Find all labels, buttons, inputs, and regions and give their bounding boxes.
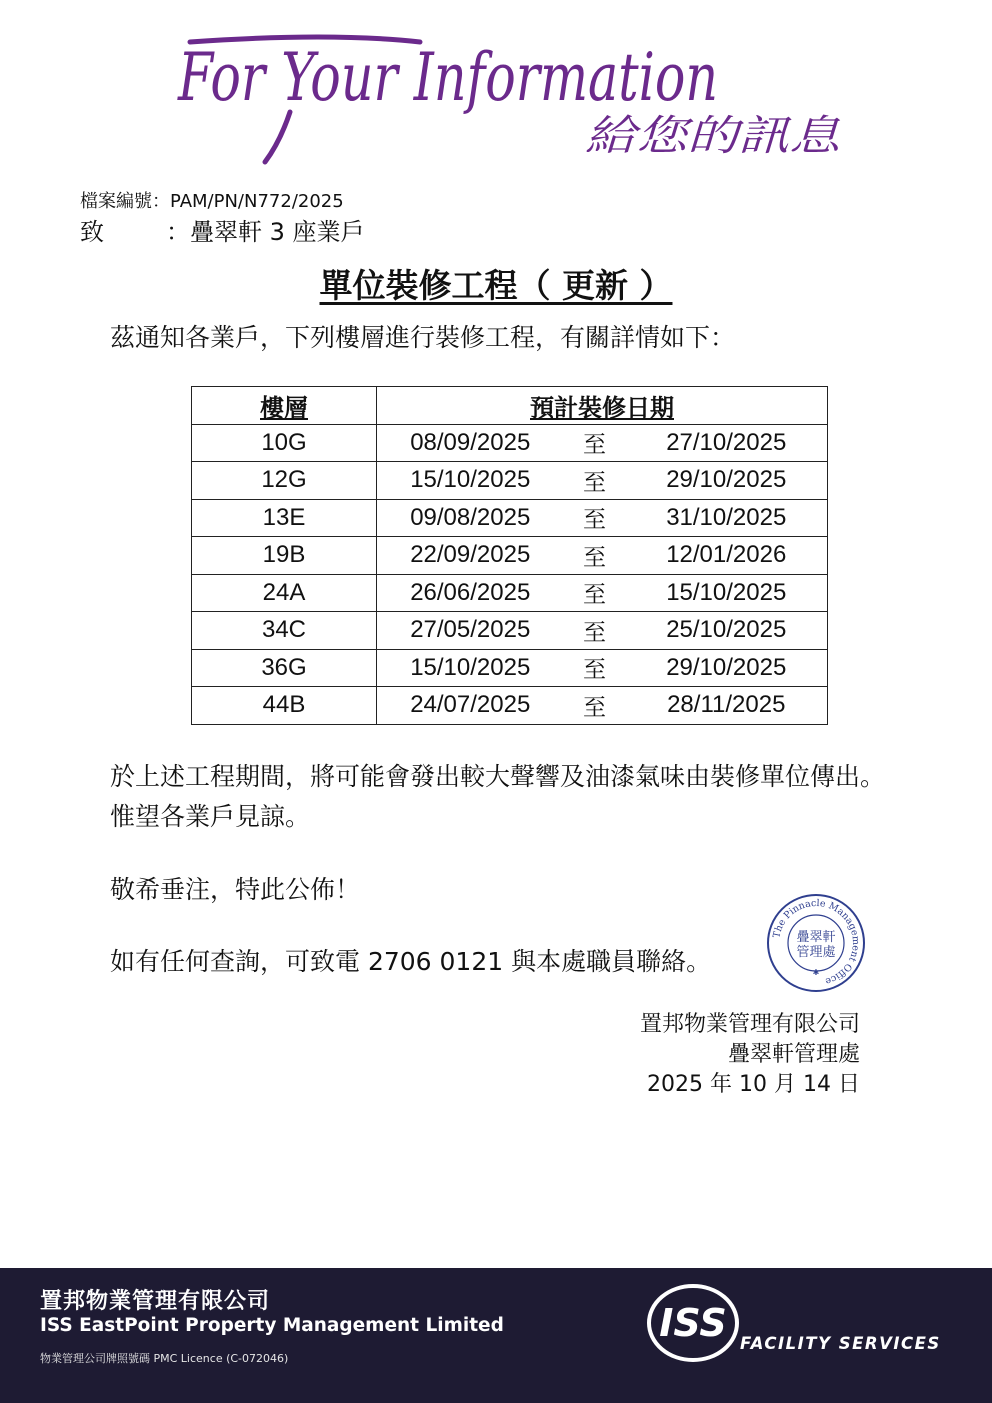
row-start: 24/07/2025 (410, 691, 531, 719)
row-separator: 至 (583, 507, 606, 534)
row-end: 25/10/2025 (666, 616, 787, 644)
row-start: 08/09/2025 (410, 428, 531, 456)
table-row (192, 612, 828, 650)
row-floor: 36G (192, 649, 377, 687)
signature-office: 疊翠軒管理處 (727, 1042, 860, 1067)
to-label: 致 (80, 218, 104, 246)
signature-block (640, 1010, 860, 1100)
row-start: 09/08/2025 (410, 503, 531, 531)
row-start: 15/10/2025 (410, 653, 531, 681)
footer-bar (0, 1268, 992, 1403)
footer-company-zh: 置邦物業管理有限公司 (40, 1289, 271, 1314)
row-separator: 至 (583, 694, 606, 721)
row-start: 26/06/2025 (410, 578, 531, 606)
row-separator: 至 (583, 657, 606, 684)
table-row (192, 424, 828, 462)
seal-line-2: 管理處 (796, 945, 836, 960)
iss-logo-text: ISS (659, 1301, 727, 1345)
row-separator: 至 (583, 544, 606, 571)
row-start: 22/09/2025 (410, 541, 531, 569)
seal-star-icon: ✱ (812, 968, 820, 977)
logo-text-zh: 給您的訊息 (585, 111, 843, 160)
ref-value: PAM/PN/N772/2025 (170, 191, 344, 212)
row-start: 27/05/2025 (410, 616, 531, 644)
management-office-seal (766, 893, 866, 993)
table-row (192, 462, 828, 500)
signature-date: 2025 年 10 月 14 日 (647, 1072, 860, 1097)
iss-logo-icon (645, 1282, 745, 1364)
to-value: ：疊翠軒 3 座業戶 (166, 218, 365, 246)
logo-text-en: For Your Information (177, 39, 718, 116)
table-row (192, 649, 828, 687)
header-floor: 樓層 (192, 387, 377, 425)
table-row (192, 687, 828, 725)
row-end: 31/10/2025 (666, 503, 787, 531)
addressee (80, 216, 365, 248)
row-end: 12/01/2026 (666, 541, 787, 569)
row-floor: 19B (192, 537, 377, 575)
footer-licence: 物業管理公司牌照號碼 PMC Licence (C-072046) (40, 1352, 289, 1365)
row-end: 27/10/2025 (666, 428, 787, 456)
reference-number (80, 190, 344, 214)
row-floor: 34C (192, 612, 377, 650)
table-header-row (192, 387, 828, 425)
row-start: 15/10/2025 (410, 466, 531, 494)
enquiry-paragraph: 如有任何查詢，可致電 2706 0121 與本處職員聯絡。 (110, 947, 712, 976)
ref-label: 檔案編號： (80, 191, 170, 212)
row-floor: 12G (192, 462, 377, 500)
row-floor: 44B (192, 687, 377, 725)
seal-ring-text: The Pinnacle Management Office (771, 897, 862, 987)
row-separator: 至 (583, 582, 606, 609)
seal-line-1: 疊翠軒 (796, 930, 836, 945)
noise-notice-paragraph: 於上述工程期間，將可能會發出較大聲響及油漆氣味由裝修單位傳出。惟望各業戶見諒。 (110, 762, 886, 831)
row-end: 29/10/2025 (666, 653, 787, 681)
intro-text: 茲通知各業戶，下列樓層進行裝修工程，有關詳情如下： (110, 323, 736, 352)
row-separator: 至 (583, 469, 606, 496)
fyi-logo (170, 22, 870, 172)
row-floor: 13E (192, 499, 377, 537)
footer-company-en: ISS EastPoint Property Management Limited (40, 1315, 504, 1336)
table-row (192, 499, 828, 537)
signature-company: 置邦物業管理有限公司 (639, 1012, 860, 1037)
row-separator: 至 (583, 432, 606, 459)
row-floor: 24A (192, 574, 377, 612)
attention-paragraph: 敬希垂注，特此公佈！ (110, 875, 361, 904)
header-dates: 預計裝修日期 (530, 393, 674, 422)
renovation-table (191, 386, 828, 725)
table-row (192, 537, 828, 575)
row-separator: 至 (583, 619, 606, 646)
row-end: 29/10/2025 (666, 466, 787, 494)
row-end: 15/10/2025 (666, 578, 787, 606)
footer-tagline: FACILITY SERVICES (740, 1334, 941, 1353)
row-end: 28/11/2025 (667, 691, 786, 719)
notice-title: 單位裝修工程（ 更新 ） (319, 266, 673, 305)
row-floor: 10G (192, 424, 377, 462)
table-row (192, 574, 828, 612)
